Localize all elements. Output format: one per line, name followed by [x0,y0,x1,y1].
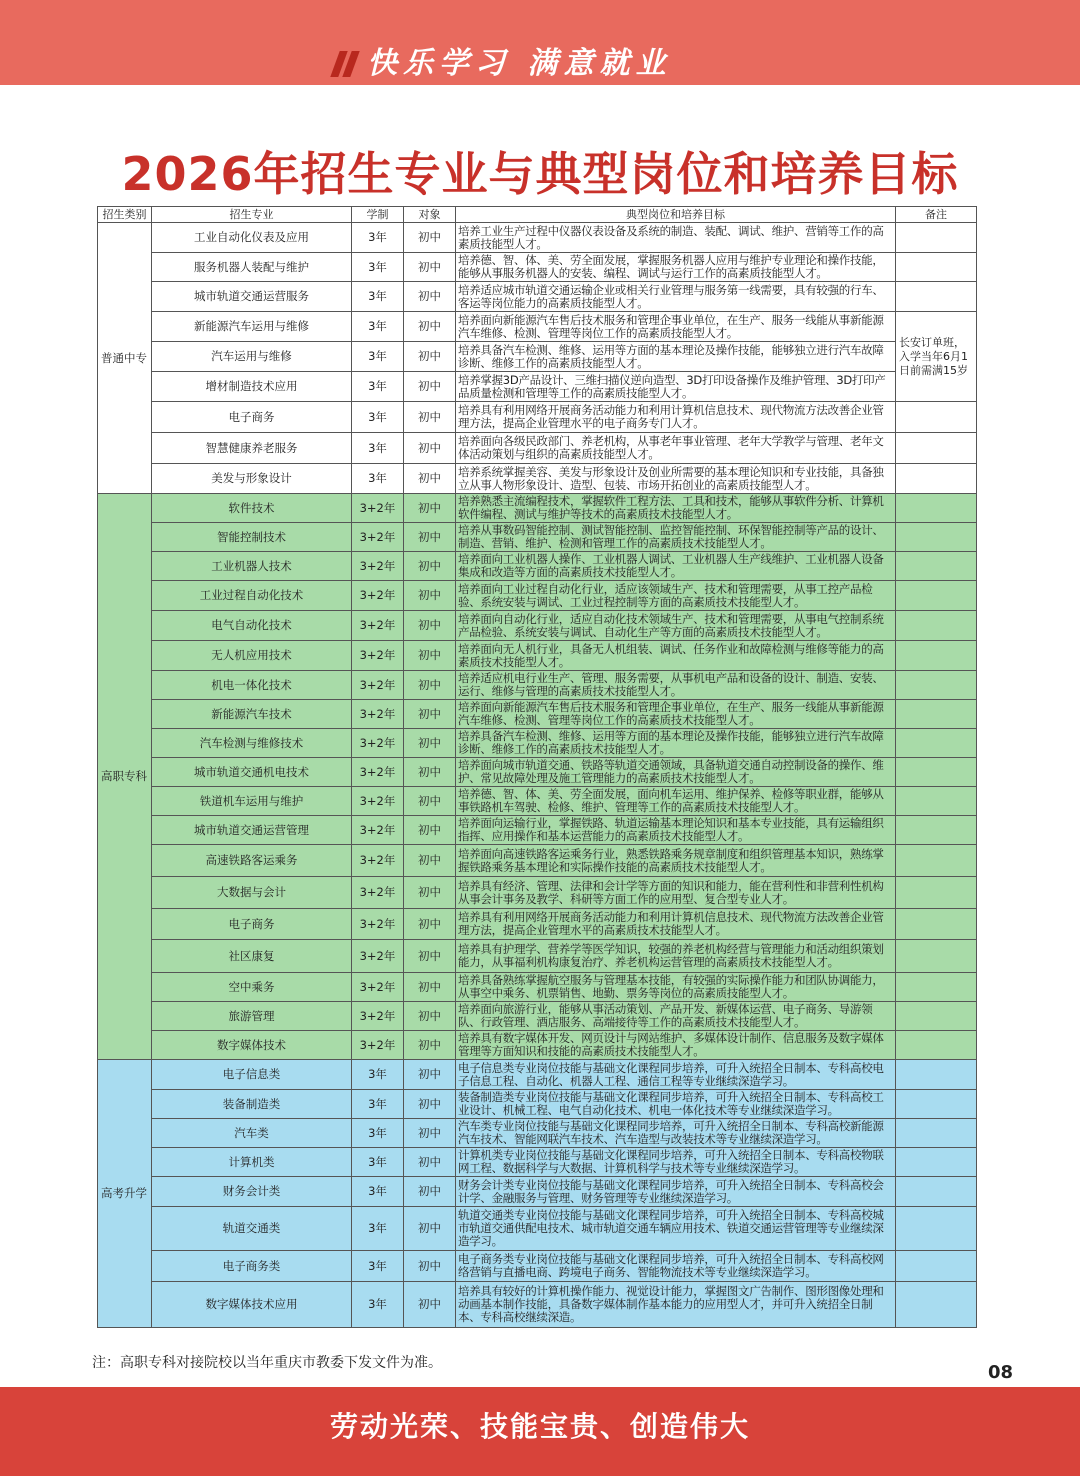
table-row [98,909,977,940]
note-cell-empty [896,1148,977,1177]
duration-cell: 3+2年 [352,552,404,581]
duration-cell: 3+2年 [352,611,404,641]
goal-cell: 培养面向城市轨道交通、铁路等轨道交通领域，具备轨道交通自动控制设备的操作、维护、常见故障处理及施工管理能力的高素质技术技能型人才。 [456,758,896,787]
table-row [98,312,977,342]
major-cell: 增材制造技术应用 [152,372,352,402]
page-title: 2026年招生专业与典型岗位和培养目标 [121,147,959,201]
table-row [98,282,977,312]
note-cell-empty [896,523,977,552]
table-header-row [98,207,977,223]
major-cell: 汽车运用与维修 [152,342,352,372]
top-slogan-text: 快乐学习 满意就业 [367,46,672,81]
duration-cell: 3年 [352,372,404,402]
duration-cell: 3年 [352,433,404,464]
goal-cell: 装备制造类专业岗位技能与基础文化课程同步培养，可升入统招全日制本、专科高校工业设计、机械工程、电气自动化技术、机电一体化技术等专业继续深造学习。 [456,1090,896,1119]
header-note: 备注 [896,207,977,223]
major-cell: 旅游管理 [152,1002,352,1031]
table-row [98,758,977,787]
target-cell: 初中 [404,494,456,523]
major-cell: 社区康复 [152,940,352,973]
duration-cell: 3年 [352,1207,404,1251]
goal-cell: 培养面向旅游行业，能够从事活动策划、产品开发、新媒体运营、电子商务、导游领队、行政管理、酒店服务、高端接待等工作的高素质技术技能型人才。 [456,1002,896,1031]
target-cell: 初中 [404,729,456,758]
table-row [98,1119,977,1148]
target-cell: 初中 [404,877,456,909]
header-target: 对象 [404,207,456,223]
target-cell: 初中 [404,1119,456,1148]
target-cell: 初中 [404,909,456,940]
duration-cell: 3+2年 [352,581,404,611]
goal-cell: 培养具备汽车检测、维修、运用等方面的基本理论及操作技能，能够独立进行汽车故障诊断、维修工作的高素质技术技能型人才。 [456,729,896,758]
goal-cell: 培养面向新能源汽车售后技术服务和管理企事业单位，在生产、服务一线能从事新能源汽车维修、检测、管理等岗位工作的高素质技术技能型人才。 [456,700,896,729]
goal-cell: 培养面向工业机器人操作、工业机器人调试、工业机器人生产线维护、工业机器人设备集成和改造等方面的高素质技术技能型人才。 [456,552,896,581]
category-cell: 高考升学 [98,1060,152,1328]
target-cell: 初中 [404,433,456,464]
goal-cell: 培养德、智、体、美、劳全面发展，面向机车运用、维护保养、检修等职业群，能够从事铁路机车驾驶、检修、维护、管理等工作的高素质技术技能型人才。 [456,787,896,816]
goal-cell: 培养面向各级民政部门、养老机构，从事老年事业管理、老年大学教学与管理、老年文体活动策划与组织的高素质技能型人才。 [456,433,896,464]
major-cell: 新能源汽车运用与维修 [152,312,352,342]
goal-cell: 培养具有护理学、营养学等医学知识，较强的养老机构经营与管理能力和活动组织策划能力，从事福利机构康复治疗、养老机构运营管理的高素质技术技能型人才。 [456,940,896,973]
goal-cell: 培养面向无人机行业，具备无人机组装、调试、任务作业和故障检测与维修等能力的高素质技术技能型人才。 [456,641,896,671]
table-row [98,1282,977,1328]
duration-cell: 3+2年 [352,641,404,671]
note-cell-empty [896,1031,977,1060]
target-cell: 初中 [404,1148,456,1177]
major-cell: 高速铁路客运乘务 [152,845,352,877]
goal-cell: 培养具有数字媒体开发、网页设计与网站维护、多媒体设计制作、信息服务及数字媒体管理等方面知识和技能的高素质技术技能型人才。 [456,1031,896,1060]
table-row [98,671,977,700]
duration-cell: 3+2年 [352,729,404,758]
target-cell: 初中 [404,700,456,729]
major-cell: 数字媒体技术应用 [152,1282,352,1328]
major-cell: 智慧健康养老服务 [152,433,352,464]
goal-cell: 培养面向运输行业，掌握铁路、轨道运输基本理论知识和基本专业技能，具有运输组织指挥、应用操作和基本运营能力的高素质技术技能型人才。 [456,816,896,845]
duration-cell: 3+2年 [352,523,404,552]
major-cell: 汽车类 [152,1119,352,1148]
duration-cell: 3年 [352,1148,404,1177]
goal-cell: 培养适应机电行业生产、管理、服务需要，从事机电产品和设备的设计、制造、安装、运行、维修与管理的高素质技术技能型人才。 [456,671,896,700]
target-cell: 初中 [404,787,456,816]
duration-cell: 3+2年 [352,973,404,1002]
admission-table [97,206,977,1328]
note-cell-empty [896,909,977,940]
major-cell: 无人机应用技术 [152,641,352,671]
major-cell: 电气自动化技术 [152,611,352,641]
duration-cell: 3年 [352,282,404,312]
table-row [98,494,977,523]
table-row [98,402,977,433]
table-row [98,1251,977,1282]
table-row [98,1090,977,1119]
major-cell: 电子信息类 [152,1060,352,1090]
target-cell: 初中 [404,464,456,494]
note-cell-empty [896,973,977,1002]
major-cell: 装备制造类 [152,1090,352,1119]
table-row [98,552,977,581]
major-cell: 工业自动化仪表及应用 [152,223,352,253]
target-cell: 初中 [404,523,456,552]
category-cell: 高职专科 [98,494,152,1060]
note-cell-empty [896,1119,977,1148]
note-cell-empty [896,1251,977,1282]
goal-cell: 计算机类专业岗位技能与基础文化课程同步培养，可升入统招全日制本、专科高校物联网工程、数据科学与大数据、计算机科学与技术等专业继续深造学习。 [456,1148,896,1177]
goal-cell: 培养面向工业过程自动化行业，适应该领域生产、技术和管理需要，从事工控产品检验、系统安装与调试、工业过程控制等方面的高素质技术技能型人才。 [456,581,896,611]
note-cell-empty [896,787,977,816]
target-cell: 初中 [404,1251,456,1282]
goal-cell: 培养具备熟练掌握航空服务与管理基本技能，有较强的实际操作能力和团队协调能力，从事空中乘务、机票销售、地勤、票务等岗位的高素质技能型人才。 [456,973,896,1002]
goal-cell: 电子商务类专业岗位技能与基础文化课程同步培养，可升入统招全日制本、专科高校网络营销与直播电商、跨境电子商务、智能物流技术等专业继续深造学习。 [456,1251,896,1282]
table-row [98,372,977,402]
duration-cell: 3+2年 [352,671,404,700]
note-cell-empty [896,816,977,845]
target-cell: 初中 [404,1090,456,1119]
note-cell-empty [896,671,977,700]
note-cell-empty [896,611,977,641]
table-row [98,641,977,671]
header-category: 招生类别 [98,207,152,223]
table-row [98,973,977,1002]
duration-cell: 3+2年 [352,909,404,940]
goal-cell: 培养从事数码智能控制、测试智能控制、监控智能控制、环保智能控制等产品的设计、制造、营销、维护、检测和管理工作的高素质技术技能型人才。 [456,523,896,552]
major-cell: 城市轨道交通机电技术 [152,758,352,787]
note-cell-empty [896,1090,977,1119]
table-row [98,700,977,729]
page-number: 08 [988,1362,1014,1383]
footnote: 注：高职专科对接院校以当年重庆市教委下发文件为准。 [92,1355,442,1371]
major-cell: 城市轨道交通运营管理 [152,816,352,845]
goal-cell: 培养掌握3D产品设计、三维扫描仪逆向造型、3D打印设备操作及维护管理、3D打印产品质量检测和管理等工作的高素质技能型人才。 [456,372,896,402]
target-cell: 初中 [404,253,456,282]
major-cell: 智能控制技术 [152,523,352,552]
note-cell-empty [896,758,977,787]
table-row [98,1060,977,1090]
target-cell: 初中 [404,671,456,700]
note-cell-empty [896,1207,977,1251]
major-cell: 汽车检测与维修技术 [152,729,352,758]
major-cell: 美发与形象设计 [152,464,352,494]
goal-cell: 培养德、智、体、美、劳全面发展，掌握服务机器人应用与维护专业理论和操作技能，能够从事服务机器人的安装、编程、调试与运行工作的高素质技能型人才。 [456,253,896,282]
major-cell: 数字媒体技术 [152,1031,352,1060]
major-cell: 新能源汽车技术 [152,700,352,729]
table-row [98,1177,977,1207]
target-cell: 初中 [404,552,456,581]
duration-cell: 3年 [352,342,404,372]
target-cell: 初中 [404,973,456,1002]
note-cell-empty [896,729,977,758]
table-row [98,523,977,552]
note-cell-empty [896,402,977,433]
table-row [98,611,977,641]
header-goal: 典型岗位和培养目标 [456,207,896,223]
target-cell: 初中 [404,372,456,402]
header-major: 招生专业 [152,207,352,223]
target-cell: 初中 [404,1177,456,1207]
duration-cell: 3+2年 [352,877,404,909]
note-cell-empty [896,1282,977,1328]
major-cell: 城市轨道交通运营服务 [152,282,352,312]
note-cell-empty [896,641,977,671]
duration-cell: 3年 [352,312,404,342]
major-cell: 电子商务 [152,909,352,940]
note-cell-empty [896,464,977,494]
header-duration: 学制 [352,207,404,223]
goal-cell: 电子信息类专业岗位技能与基础文化课程同步培养，可升入统招全日制本、专科高校电子信息工程、自动化、机器人工程、通信工程等专业继续深造学习。 [456,1060,896,1090]
goal-cell: 培养面向新能源汽车售后技术服务和管理企事业单位，在生产、服务一线能从事新能源汽车维修、检测、管理等岗位工作的高素质技能型人才。 [456,312,896,342]
duration-cell: 3+2年 [352,1002,404,1031]
target-cell: 初中 [404,845,456,877]
major-cell: 大数据与会计 [152,877,352,909]
duration-cell: 3+2年 [352,758,404,787]
goal-cell: 财务会计类专业岗位技能与基础文化课程同步培养，可升入统招全日制本、专科高校会计学、金融服务与管理、财务管理等专业继续深造学习。 [456,1177,896,1207]
major-cell: 铁道机车运用与维护 [152,787,352,816]
target-cell: 初中 [404,1060,456,1090]
table-row [98,940,977,973]
major-cell: 机电一体化技术 [152,671,352,700]
note-cell-empty [896,223,977,253]
table-row [98,1148,977,1177]
note-cell-empty [896,253,977,282]
table-row [98,877,977,909]
target-cell: 初中 [404,641,456,671]
goal-cell: 培养熟悉主流编程技术，掌握软件工程方法、工具和技术，能够从事软件分析、计算机软件编程、测试与维护等技术的高素质技术技能型人才。 [456,494,896,523]
major-cell: 软件技术 [152,494,352,523]
table-row [98,787,977,816]
table-row [98,253,977,282]
major-cell: 轨道交通类 [152,1207,352,1251]
note-cell-empty [896,282,977,312]
note-cell-empty [896,1060,977,1090]
duration-cell: 3年 [352,464,404,494]
goal-cell: 培养具备汽车检测、维修、运用等方面的基本理论及操作技能，能够独立进行汽车故障诊断、维修工作的高素质技能型人才。 [456,342,896,372]
target-cell: 初中 [404,581,456,611]
duration-cell: 3+2年 [352,940,404,973]
duration-cell: 3+2年 [352,787,404,816]
goal-cell: 培养适应城市轨道交通运输企业或相关行业管理与服务第一线需要，具有较强的行车、客运等岗位能力的高素质技能型人才。 [456,282,896,312]
duration-cell: 3年 [352,1090,404,1119]
major-cell: 电子商务类 [152,1251,352,1282]
note-cell-empty [896,1177,977,1207]
note-cell-empty [896,494,977,523]
target-cell: 初中 [404,1002,456,1031]
major-cell: 电子商务 [152,402,352,433]
duration-cell: 3+2年 [352,700,404,729]
target-cell: 初中 [404,611,456,641]
duration-cell: 3年 [352,402,404,433]
note-cell-empty [896,433,977,464]
major-cell: 空中乘务 [152,973,352,1002]
target-cell: 初中 [404,816,456,845]
duration-cell: 3年 [352,1177,404,1207]
goal-cell: 培养具有利用网络开展商务活动能力和利用计算机信息技术、现代物流方法改善企业管理方法，提高企业管理水平的电子商务专门人才。 [456,402,896,433]
duration-cell: 3+2年 [352,845,404,877]
target-cell: 初中 [404,1207,456,1251]
duration-cell: 3年 [352,1060,404,1090]
note-cell-empty [896,845,977,877]
note-cell: 长安订单班，入学当年6月1日前需满15岁 [896,312,977,402]
major-cell: 工业机器人技术 [152,552,352,581]
major-cell: 服务机器人装配与维护 [152,253,352,282]
target-cell: 初中 [404,758,456,787]
table-row [98,1002,977,1031]
duration-cell: 3+2年 [352,1031,404,1060]
goal-cell: 培养面向高速铁路客运乘务行业，熟悉铁路乘务规章制度和组织管理基本知识，熟练掌握铁路乘务基本理论和实际操作技能的高素质技术技能型人才。 [456,845,896,877]
target-cell: 初中 [404,1031,456,1060]
table-row [98,816,977,845]
target-cell: 初中 [404,342,456,372]
goal-cell: 培养具有较好的计算机操作能力、视觉设计能力，掌握图文广告制作、图形图像处理和动画基本制作技能，具备数字媒体制作基本能力的应用型人才，并可升入统招全日制本、专科高校继续深造。 [456,1282,896,1328]
admission-table-wrapper [97,206,976,1328]
goal-cell: 培养具有利用网络开展商务活动能力和利用计算机信息技术、现代物流方法改善企业管理方法，提高企业管理水平的高素质技术技能型人才。 [456,909,896,940]
duration-cell: 3年 [352,1282,404,1328]
duration-cell: 3年 [352,1251,404,1282]
table-row [98,1031,977,1060]
duration-cell: 3年 [352,1119,404,1148]
goal-cell: 轨道交通类专业岗位技能与基础文化课程同步培养，可升入统招全日制本、专科高校城市轨道交通供配电技术、城市轨道交通车辆应用技术、铁道交通运营管理等专业继续深造学习。 [456,1207,896,1251]
table-body [98,223,977,1328]
target-cell: 初中 [404,402,456,433]
table-row [98,845,977,877]
note-cell-empty [896,552,977,581]
goal-cell: 培养具有经济、管理、法律和会计学等方面的知识和能力，能在营利性和非营利性机构从事会计事务及教学、科研等方面工作的应用型、复合型专业人才。 [456,877,896,909]
goal-cell: 汽车类专业岗位技能与基础文化课程同步培养，可升入统招全日制本、专科高校新能源汽车技术、智能网联汽车技术、汽车造型与改装技术等专业继续深造学习。 [456,1119,896,1148]
goal-cell: 培养系统掌握美容、美发与形象设计及创业所需要的基本理论知识和专业技能，具备独立从事人物形象设计、造型、包装、市场开拓创业的高素质技能型人才。 [456,464,896,494]
major-cell: 计算机类 [152,1148,352,1177]
note-cell-empty [896,581,977,611]
note-cell-empty [896,700,977,729]
duration-cell: 3年 [352,223,404,253]
note-cell-empty [896,940,977,973]
target-cell: 初中 [404,312,456,342]
note-cell-empty [896,877,977,909]
category-cell: 普通中专 [98,223,152,494]
duration-cell: 3+2年 [352,494,404,523]
note-cell-empty [896,1002,977,1031]
table-row [98,223,977,253]
top-slogan [335,38,671,82]
table-row [98,433,977,464]
table-row [98,464,977,494]
table-row [98,1207,977,1251]
target-cell: 初中 [404,940,456,973]
duration-cell: 3年 [352,253,404,282]
target-cell: 初中 [404,282,456,312]
target-cell: 初中 [404,223,456,253]
table-row [98,729,977,758]
major-cell: 财务会计类 [152,1177,352,1207]
table-row [98,342,977,372]
bottom-slogan: 劳动光荣、技能宝贵、创造伟大 [329,1410,750,1443]
goal-cell: 培养工业生产过程中仪器仪表设备及系统的制造、装配、调试、维护、营销等工作的高素质技能型人才。 [456,223,896,253]
table-row [98,581,977,611]
duration-cell: 3+2年 [352,816,404,845]
goal-cell: 培养面向自动化行业，适应自动化技术领域生产、技术和管理需要，从事电气控制系统产品检验、系统安装与调试、自动化生产等方面的高素质技术技能型人才。 [456,611,896,641]
major-cell: 工业过程自动化技术 [152,581,352,611]
target-cell: 初中 [404,1282,456,1328]
